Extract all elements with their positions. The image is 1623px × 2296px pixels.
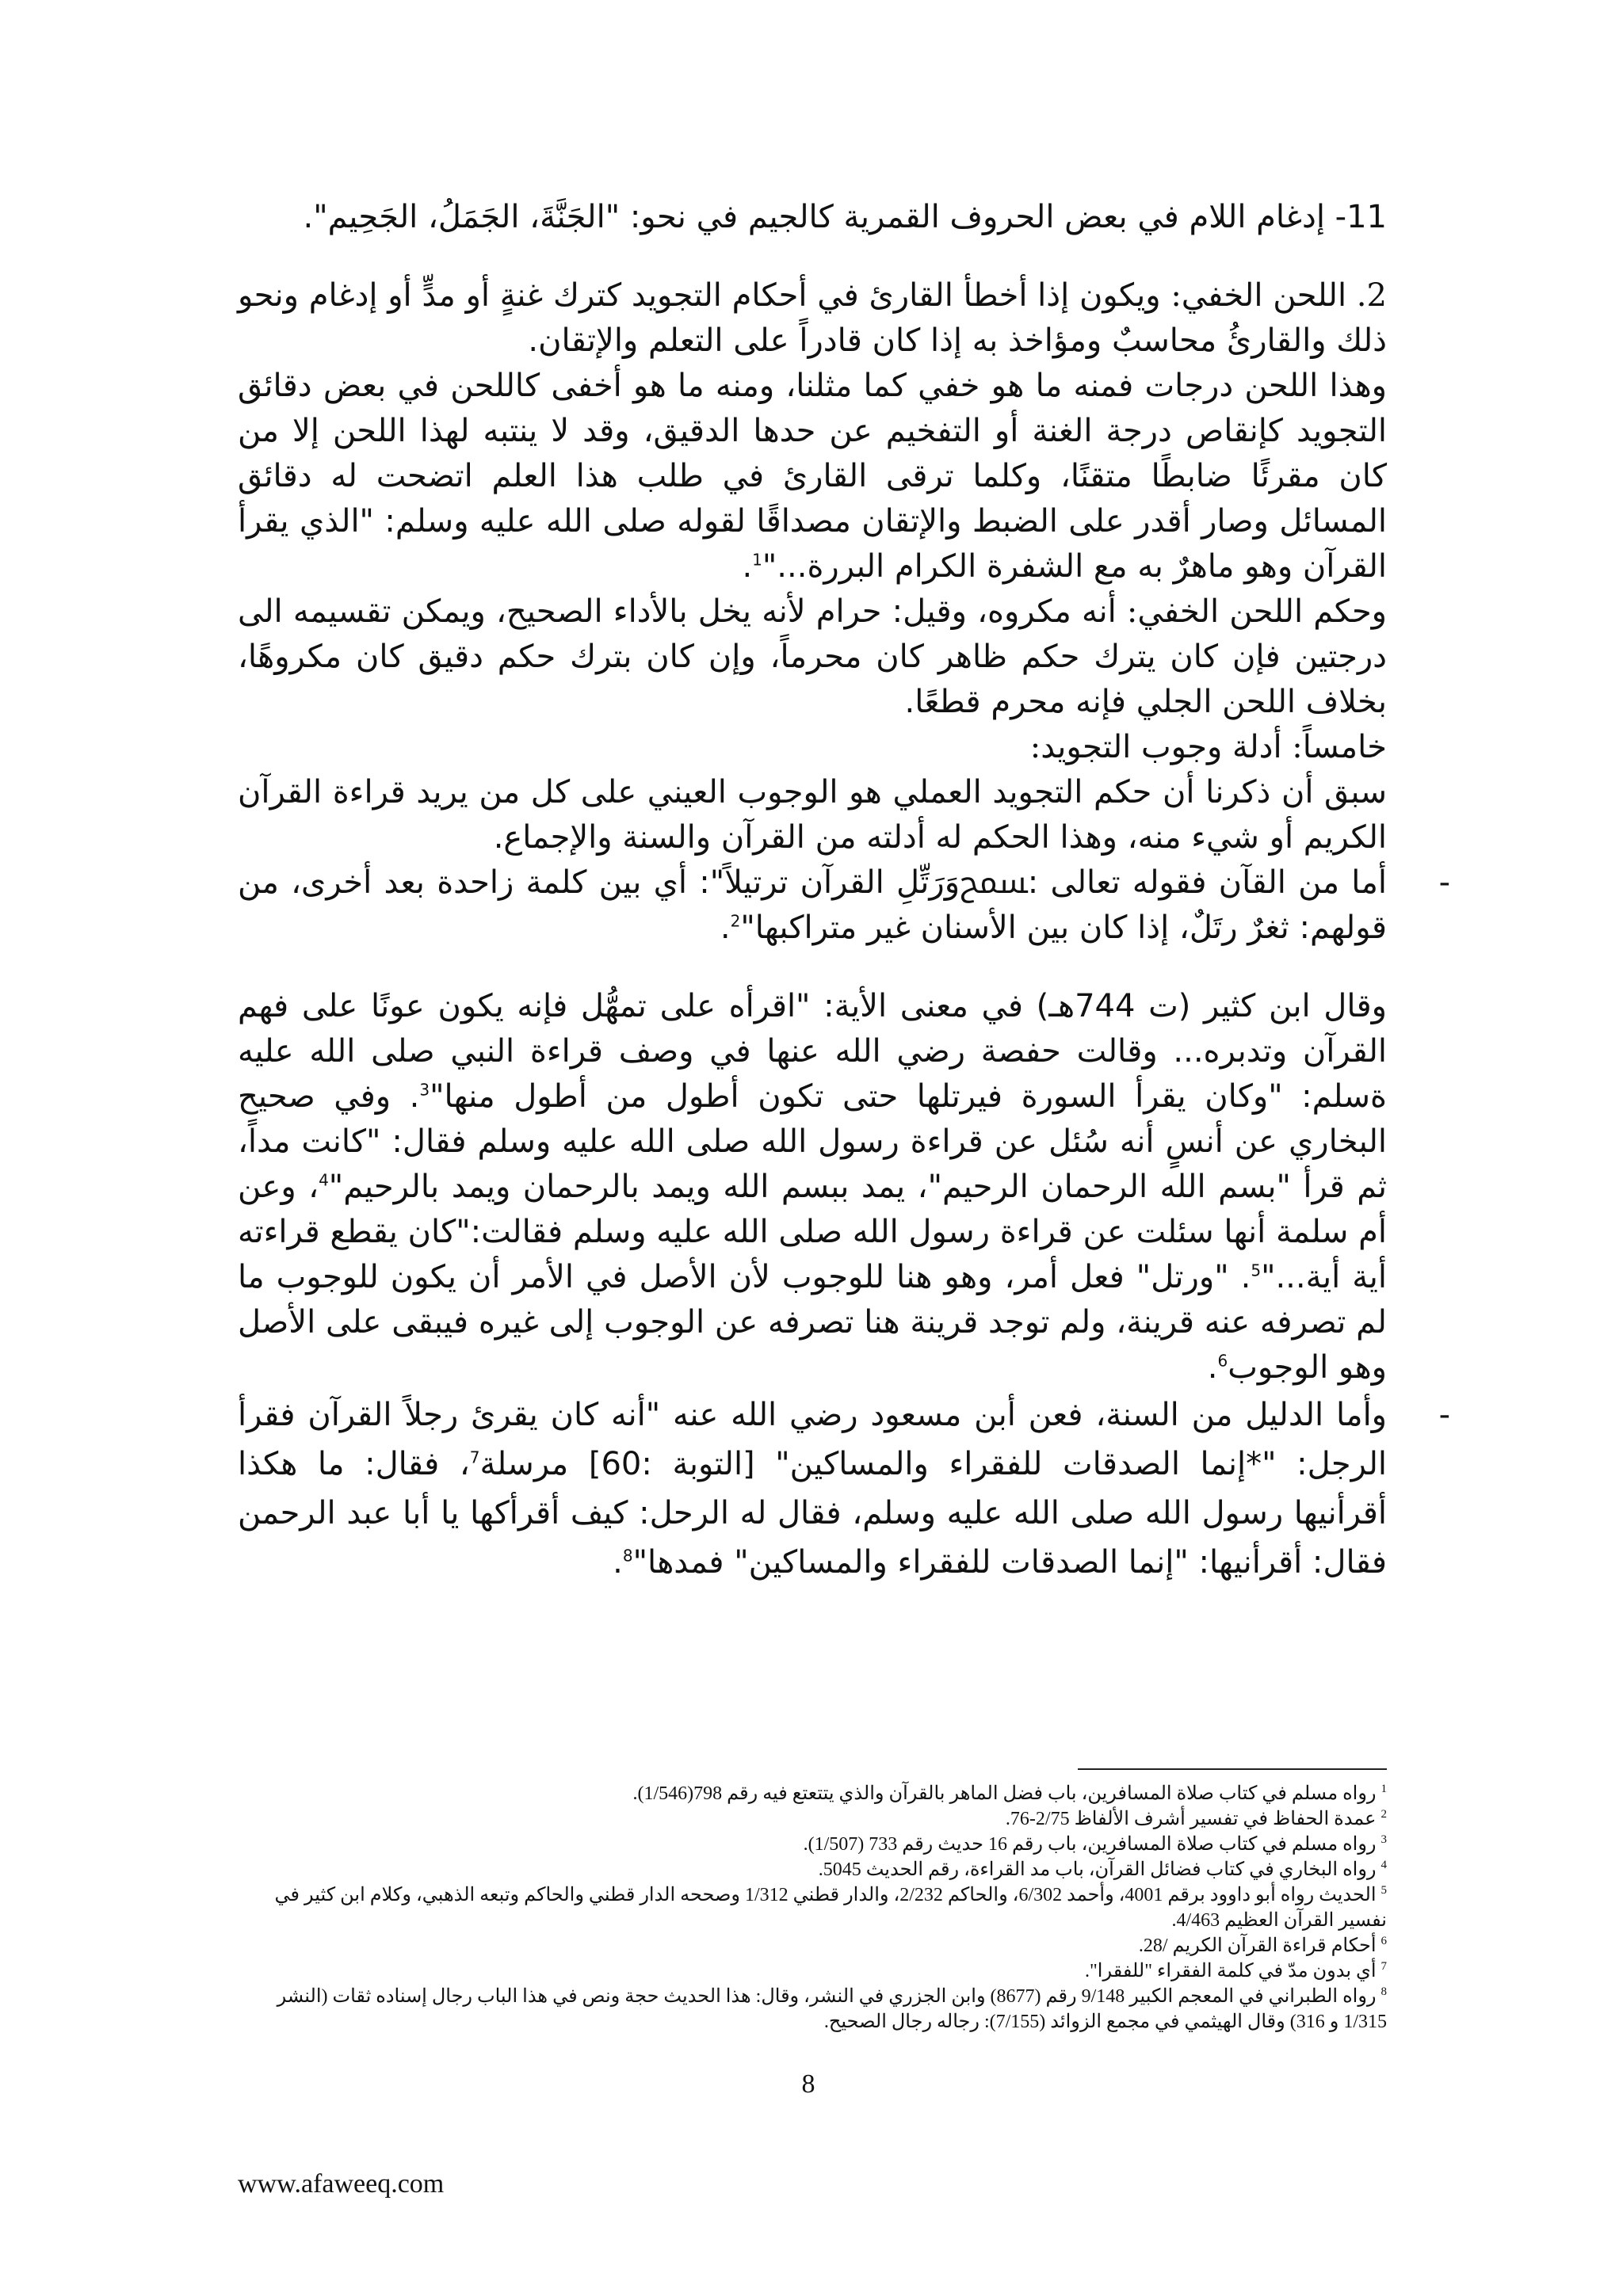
list-item-quran: - أما من القآن فقوله تعالى :ﵟوَرَتِّلِ القرآن ترتيلاً": أي بين كلمة زاحدة بعد أخرى، من قولهم: ثغرٌ رتَلٌ، إذا كان بين الأسنان غير متراكبها"$^2$. — [238, 860, 1387, 951]
footnote-item: $^2$ عمدة الحفاظ في تفسير أشرف الألفاظ 2/75-76. — [1005, 1808, 1387, 1829]
footnote-item: $^6$ أحكام قراءة القرآن الكريم /28. — [1138, 1935, 1387, 1956]
footnote-item: $^7$ أي بدون مدّ في كلمة الفقراء "للفقرا". — [1085, 1960, 1387, 1981]
khafi-text: ويكون إذا أخطأ القارئ في أحكام التجويد كترك غنةٍ أو مدٍّ أو إدغام ونحو ذلك والقارئُ محاسبٌ ومؤاخذ به إذا كان قادراً على التعلم والإتقان. — [238, 277, 1387, 359]
footnote-ref-3: 3 — [419, 1080, 430, 1100]
paragraph-hukm: وحكم اللحن الخفي: أنه مكروه، وقيل: حرام لأنه يخل بالأداء الصحيح، ويمكن تقسيمه الى درجتين فإن كان يترك حكم ظاهر كان محرماً، وإن كان بترك حكم دقيق كان مكروهًا، بخلاف اللحن الجلي فإنه محرم قطعًا. — [238, 593, 1387, 720]
list-dash: - — [1438, 864, 1450, 901]
section-heading: خامساً: أدلة وجوب التجويد: — [1029, 729, 1387, 765]
site-url[interactable]: www.afaweeq.com — [238, 2169, 445, 2199]
footnote-ref-1: 1 — [752, 550, 762, 570]
footnote-ref-7: 7 — [469, 1447, 480, 1467]
paragraph-intro: سبق أن ذكرنا أن حكم التجويد العملي هو الوجوب العيني على كل من يريد قراءة القرآن الكريم أو شيء منه، وهذا الحكم له أدلته من القرآن والسنة والإجماع. — [238, 774, 1387, 856]
footnote-ref-5: 5 — [1251, 1261, 1262, 1280]
footnote-ref-2: 2 — [730, 911, 741, 931]
list-item-sunnah: - وأما الدليل من السنة، فعن أبن مسعود رضي الله عنه "أنه كان يقرئ رجلاً القرآن فقرأ الرجل: "*إنما الصدقات للفقراء والمساكين" [التوبة :60] مرسلة$^7$، فقال: ما هكذا أقرأنيها رسول الله صلى الله عليه وسلم، فقال له الرحل: كيف أقرأكها يا أبا عبد الرحمن فقال: أقرأنيها: "إنما الصدقات للفقراء والمساكين" فمدها"$^8$. — [238, 1390, 1387, 1587]
paragraph-khafi — [238, 273, 1387, 364]
khafi-label: 2. اللحن الخفي: — [1170, 277, 1387, 314]
footnotes — [269, 1781, 1387, 2035]
footnote-ref-4: 4 — [319, 1170, 329, 1190]
footnote-item: $^4$ رواه البخاري في كتاب فضائل القرآن، باب مد القراءة، رقم الحديث 5045. — [818, 1859, 1387, 1880]
paragraph-11: 11- إدغام اللام في بعض الحروف القمرية كالجيم في نحو: "الجَنَّةَ، الجَمَلُ، الجَحِيم". — [303, 199, 1387, 235]
footnote-item: $^8$ رواه الطبراني في المعجم الكبير 9/148 رقم (8677) وابن الجزري في النشر، وقال: هذا الحديث حجة ونص في هذا الباب رجال إسناده ثقات (النشر 1/315 و 316) وقال الهيثمي في مجمع الزوائد (7/155): رجاله رجال الصحيح. — [277, 1985, 1387, 2032]
footnote-item: $^1$ رواه مسلم في كتاب صلاة المسافرين، باب فضل الماهر بالقرآن والذي يتتعتع فيه رقم 798(1/546). — [632, 1783, 1387, 1804]
footnote-ref-6: 6 — [1217, 1351, 1228, 1371]
footnote-item: $^5$ الحديث رواه أبو داوود برقم 4001، وأحمد 6/302، والحاكم 2/232، والدار قطني 1/312 وصححه الدار قطني والحاكم وتبعه الذهبي، وكلام ابن كثير في نفسير القرآن العظيم 4/463. — [274, 1884, 1387, 1931]
hukm-label: وحكم اللحن الخفي: — [1126, 593, 1387, 630]
footnote-ref-8: 8 — [622, 1546, 633, 1566]
footnote-divider — [1078, 1768, 1387, 1770]
footnote-item: $^3$ رواه مسلم في كتاب صلاة المسافرين، باب رقم 16 حديث رقم 733 (1/507). — [803, 1833, 1387, 1855]
list-dash: - — [1438, 1397, 1450, 1433]
page-number: 8 — [801, 2069, 815, 2099]
paragraph-ibn-kathir: وقال ابن كثير (ت 744هـ) في معنى الأية: "اقرأه على تمهُّل فإنه يكون عونًا على فهم القرآن وتدبره... وقالت حفصة رضي الله عنها في وصف قراءة النبي صلى الله عليه ةسلم: "وكان يقرأ السورة فيرتلها حتى تكون أطول من أطول منها"$^3$. وفي صحيح البخاري عن أنسٍ أنه سُئل عن قراءة رسول الله صلى الله عليه وسلم فقال: "كانت مداً، ثم قرأ "بسم الله الرحمان الرحيم"، يمد ببسم الله ويمد بالرحمان ويمد بالرحيم"$^4$، وعن أم سلمة أنها سئلت عن قراءة رسول الله صلى الله عليه وسلم فقالت:"كان يقطع قراءته أية أية..."$^5$. "ورتل" فعل أمر، وهو هنا للوجوب لأن الأصل في الأمر أن يكون للوجوب ما لم تصرفه عنه قرينة، ولم توجد قرينة هنا تصرفه عن الوجوب إلى غيره فيبقى على الأصل وهو الوجوب$^6$. — [238, 988, 1388, 1386]
main-text — [238, 195, 1450, 1587]
paragraph-degrees: وهذا اللحن درجات فمنه ما هو خفي كما مثلنا، ومنه ما هو أخفى كاللحن في بعض دقائق التجويد كإنقاص درجة الغنة أو التفخيم عن حدها الدقيق، وقد لا ينتبه لهذا اللحن إلا من كان مقرئًا ضابطًا متقنًا، وكلما ترقى القارئ في طلب هذا العلم اتضحت له دقائق المسائل وصار أقدر على الضبط والإتقان مصداقًا لقوله صلى الله عليه وسلم: "الذي يقرأ القرآن وهو ماهرٌ به مع الشفرة الكرام البررة..."$^1$. — [238, 368, 1387, 585]
